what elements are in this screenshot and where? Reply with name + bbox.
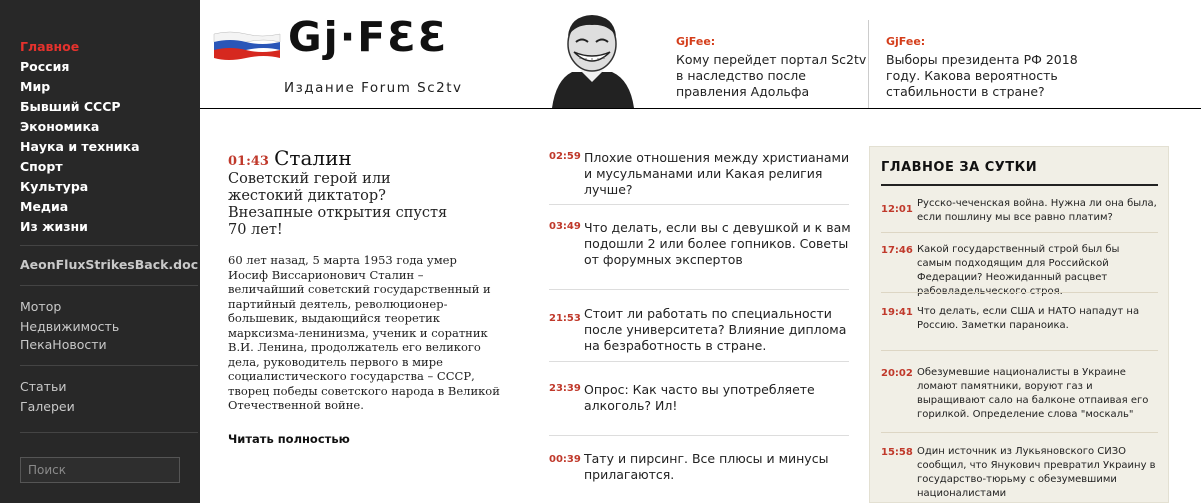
nav-item-life[interactable]: Из жизни xyxy=(20,219,88,234)
search-input[interactable] xyxy=(20,457,180,483)
nav-item-economy[interactable]: Экономика xyxy=(20,119,100,134)
panel-divider xyxy=(881,350,1158,351)
sidebar-user-link[interactable]: AeonFluxStrikesBack.doc xyxy=(20,257,199,272)
article-time: 01:43 xyxy=(228,154,269,169)
news-headline: Что делать, если вы с девушкой и к вам подошли 2 или более гопников. Советы от форумных экспертов xyxy=(584,220,851,267)
nav-item-motor[interactable]: Мотор xyxy=(20,299,62,314)
header-news-text: Кому перейдет портал Sc2tv в наследство после правления Адольфа xyxy=(676,52,867,99)
sidebar-divider xyxy=(20,432,198,433)
site-tagline: Издание Forum Sc2tv xyxy=(284,80,463,96)
article-subtitle[interactable]: Советский герой или жестокий диктатор? Внезапные открытия спустя 70 лет! xyxy=(228,171,448,238)
panel-title-rule xyxy=(881,184,1158,186)
panel-news-headline: Что делать, если США и НАТО нападут на Россию. Заметки параноика. xyxy=(917,306,1140,331)
russian-flag-icon xyxy=(212,30,282,60)
panel-news-time: 20:02 xyxy=(881,368,913,379)
news-divider xyxy=(549,361,849,362)
nav-item-russia[interactable]: Россия xyxy=(20,59,70,74)
nav-item-realty[interactable]: Недвижимость xyxy=(20,319,120,334)
news-divider xyxy=(549,435,849,436)
panel-title: ГЛАВНОЕ ЗА СУТКИ xyxy=(881,160,1038,175)
nav-item-media[interactable]: Медиа xyxy=(20,199,69,214)
panel-divider xyxy=(881,432,1158,433)
site-logo[interactable]: Gj·FƐƐ xyxy=(288,13,449,61)
nav-item-galleries[interactable]: Галереи xyxy=(20,399,75,414)
header-news-item[interactable] xyxy=(886,35,1086,100)
news-headline: Тату и пирсинг. Все плюсы и минусы прилагаются. xyxy=(584,451,829,482)
news-time: 23:39 xyxy=(549,383,581,394)
news-time: 02:59 xyxy=(549,151,581,162)
panel-divider xyxy=(881,292,1158,293)
header-news-text: Выборы президента РФ 2018 году. Какова вероятность стабильности в стране? xyxy=(886,52,1078,99)
panel-news-time: 15:58 xyxy=(881,447,913,458)
nav-item-peka-news[interactable]: ПекаНовости xyxy=(20,337,107,352)
news-headline: Стоит ли работать по специальности после университета? Влияние диплома на безработность в стране. xyxy=(584,306,847,353)
panel-news-time: 17:46 xyxy=(881,245,913,256)
site-header xyxy=(200,0,1201,109)
featured-article xyxy=(228,146,508,447)
nav-item-world[interactable]: Мир xyxy=(20,79,51,94)
trollface-mascot-icon xyxy=(550,10,635,108)
news-headline: Плохие отношения между христианами и мусульманами или Какая религия лучше? xyxy=(584,150,850,197)
read-more-link[interactable]: Читать полностью xyxy=(228,431,350,446)
panel-news-time: 19:41 xyxy=(881,307,913,318)
nav-item-former-ussr[interactable]: Бывший СССР xyxy=(20,99,121,114)
sidebar-divider xyxy=(20,365,198,366)
news-headline: Опрос: Как часто вы употребляете алкоголь? Ил! xyxy=(584,382,815,413)
article-title[interactable]: Сталин xyxy=(274,146,352,170)
panel-news-headline: Русско-чеченская война. Нужна ли она была, если пошлину мы все равно платим? xyxy=(917,198,1157,223)
panel-divider xyxy=(881,232,1158,233)
article-body: 60 лет назад, 5 марта 1953 года умер Иосиф Виссарионович Сталин – величайший советский государственный и партийный деятель, революционер-большевик, выдающийся теоретик марксизма-ленинизма, ученик и соратник В.И. Ленина, продолжатель его великого дела, руководитель первого в мире социалистического государства – СССР, творец победы советского народа в Великой Отечественной войне. xyxy=(228,253,500,412)
news-time: 21:53 xyxy=(549,313,581,324)
panel-news-headline: Один источник из Лукьяновского СИЗО сообщил, что Янукович превратил Украину в государство-тюрьму с обезумевшими националистами xyxy=(917,446,1156,499)
panel-news-headline: Какой государственный строй был бы самым подходящим для Российской Федерации? Неожиданный расцвет xyxy=(917,244,1120,283)
nav-item-science[interactable]: Наука и техника xyxy=(20,139,140,154)
nav-item-articles[interactable]: Статьи xyxy=(20,379,67,394)
header-divider xyxy=(868,20,869,108)
nav-item-main[interactable]: Главное xyxy=(20,39,80,54)
news-divider xyxy=(549,289,849,290)
panel-news-headline: Обезумевшие националисты в Украине ломают памятники, воруют газ и выращивают сало на балконе отпаивая его горилкой. Определение слова "москаль" xyxy=(917,367,1149,420)
header-news-source: GjFee: xyxy=(886,35,926,48)
nav-item-sport[interactable]: Спорт xyxy=(20,159,63,174)
sidebar xyxy=(0,0,200,503)
header-news-item[interactable] xyxy=(676,35,876,100)
top-of-day-panel xyxy=(869,146,1169,503)
news-divider xyxy=(549,204,849,205)
panel-news-time: 12:01 xyxy=(881,204,913,215)
sidebar-divider xyxy=(20,245,198,246)
sidebar-divider xyxy=(20,285,198,286)
news-time: 00:39 xyxy=(549,454,581,465)
news-time: 03:49 xyxy=(549,221,581,232)
header-news-source: GjFee: xyxy=(676,35,716,48)
nav-item-culture[interactable]: Культура xyxy=(20,179,89,194)
